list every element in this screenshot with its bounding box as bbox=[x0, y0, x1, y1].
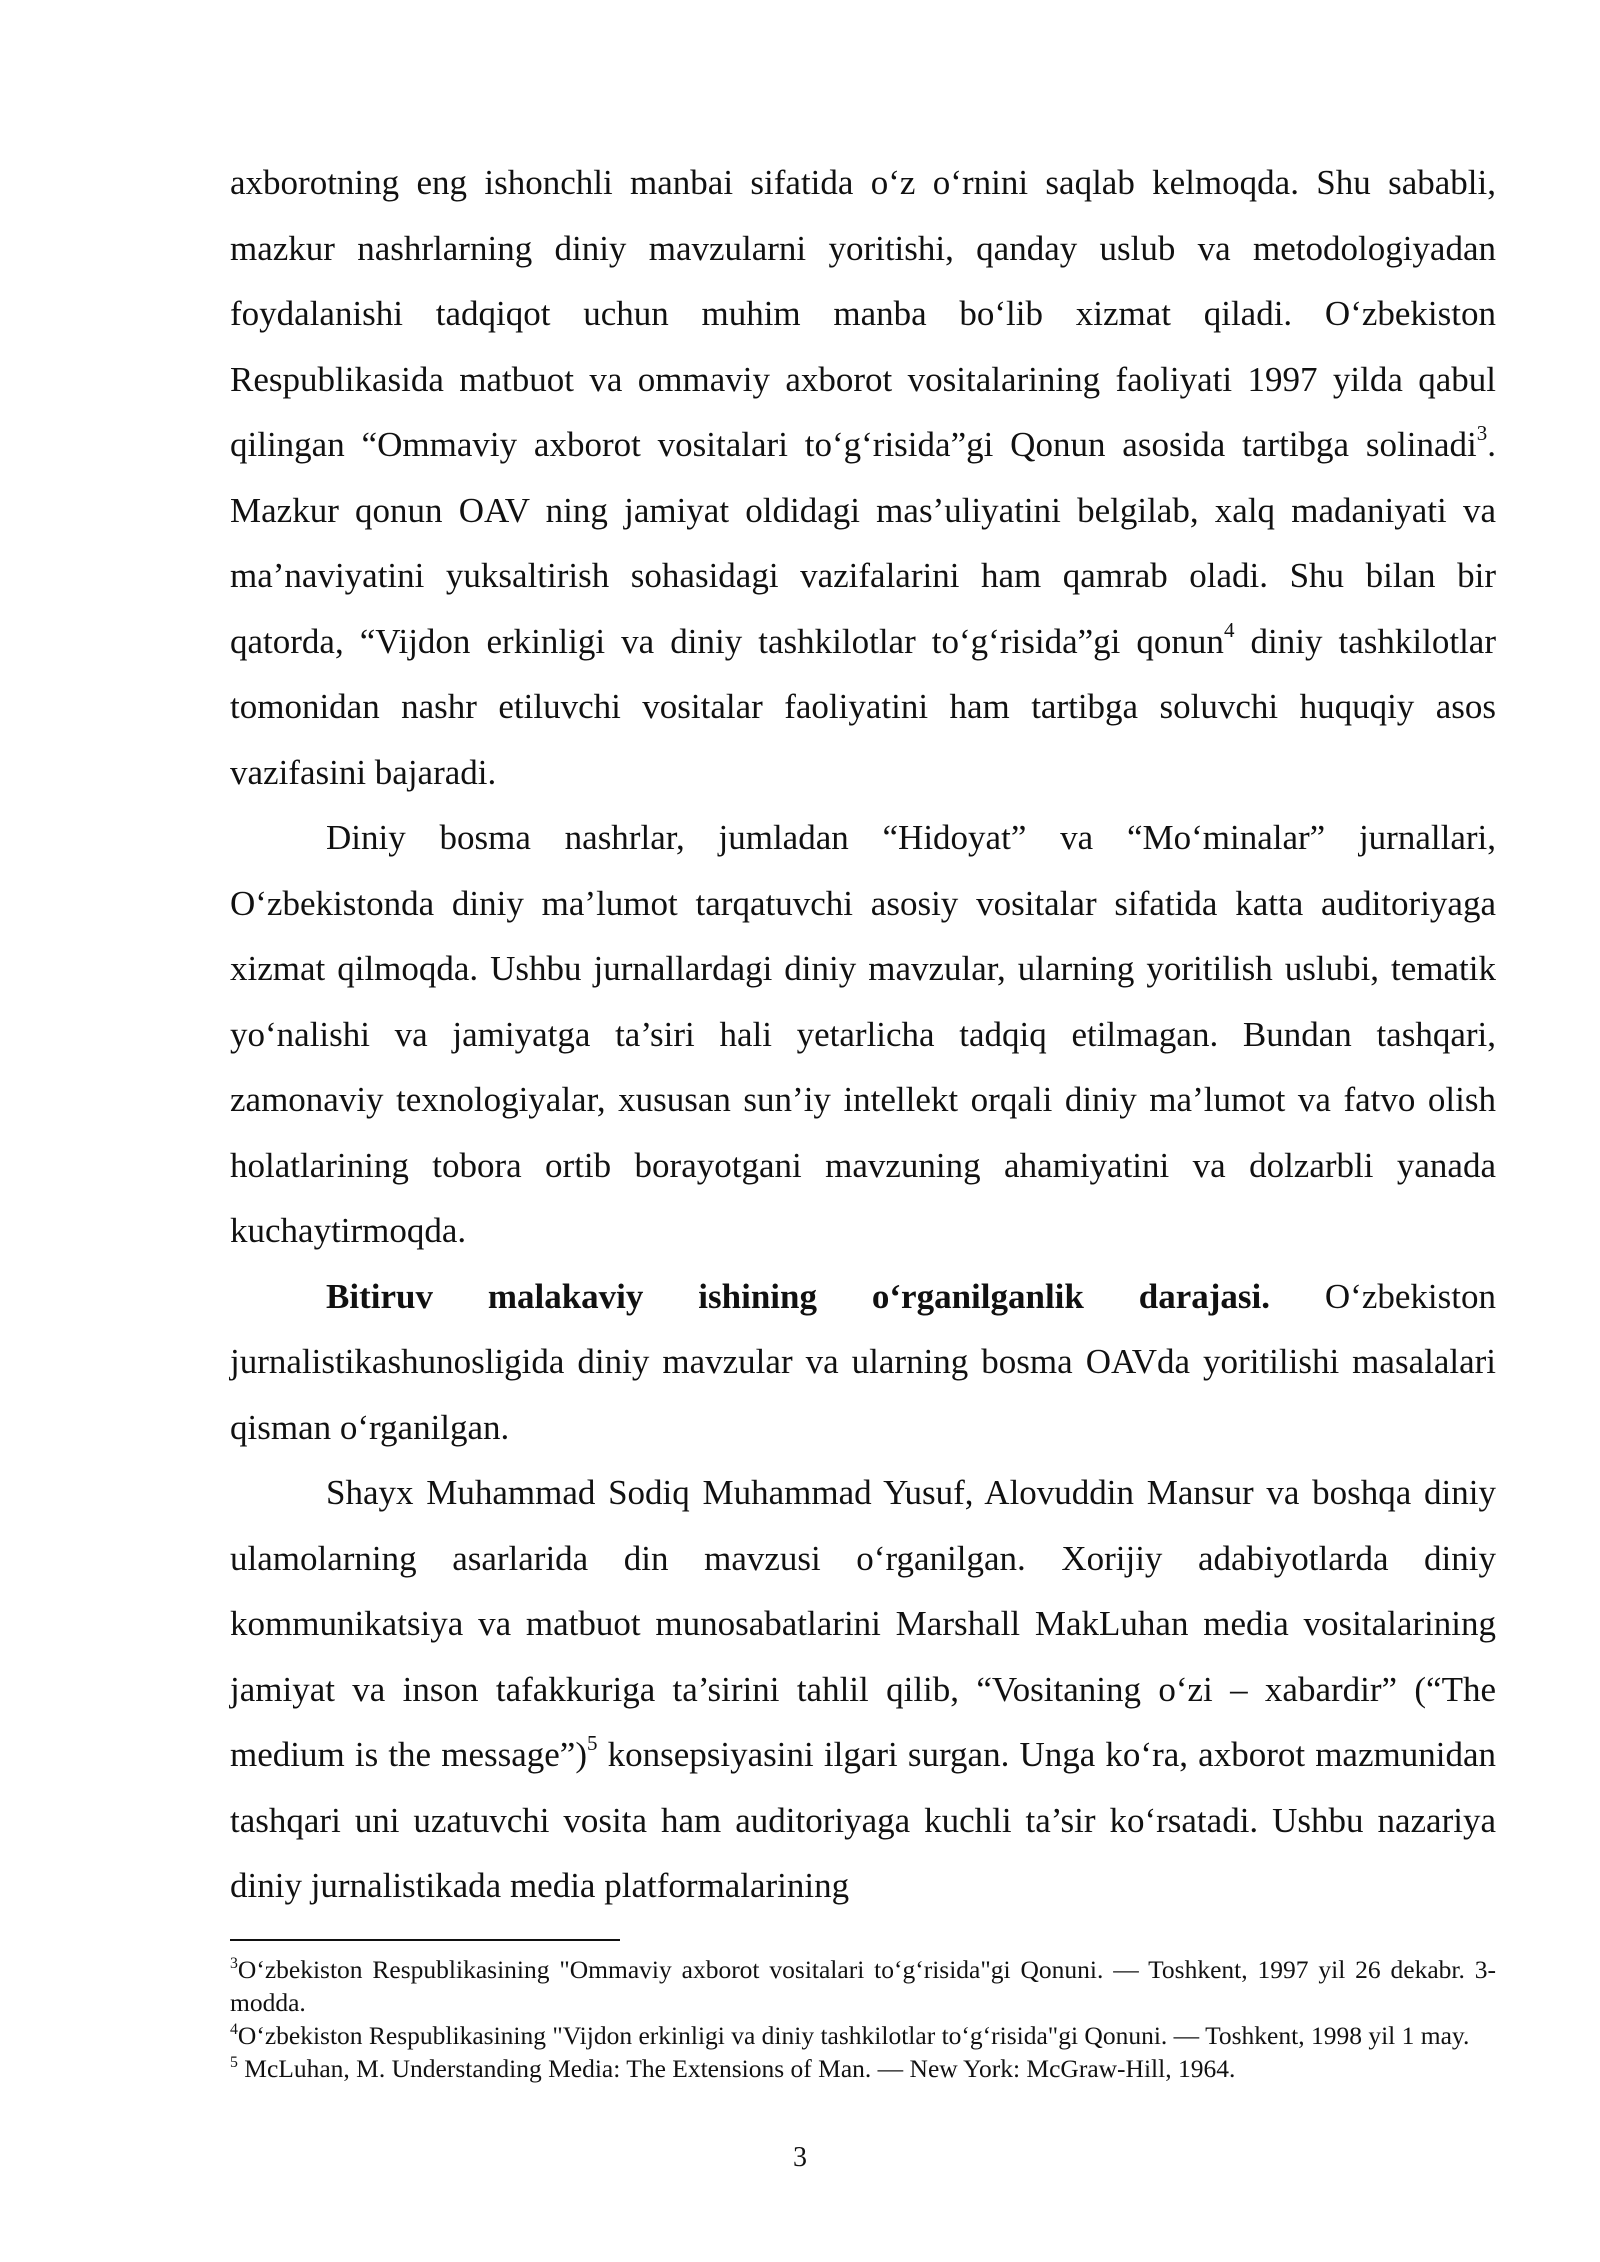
paragraph-4-text-a: Shayx Muhammad Sodiq Muhammad Yusuf, Alovuddin Mansur va boshqa diniy ulamolarning asarlarida din mavzusi o‘rganilgan. Xorijiy adabiyotlarda diniy kommunikatsiya va matbuot munosabatlarini Marshall MakLuhan media vositalarining jamiyat va inson tafakkuriga ta’sirini tahlil qilib, “Vositaning o‘zi – xabardir” (“The medium is the message”) bbox=[230, 1473, 1496, 1774]
body-paragraph-1 bbox=[230, 150, 1496, 805]
body-paragraph-4 bbox=[230, 1460, 1496, 1919]
footnote-3 bbox=[230, 1953, 1496, 2019]
body-paragraph-2: Diniy bosma nashrlar, jumladan “Hidoyat” va “Mo‘minalar” jurnallari, O‘zbekistonda diniy ma’lumot tarqatuvchi asosiy vositalar sifatida katta auditoriyaga xizmat qilmoqda. Ushbu jurnallardagi diniy mavzular, ularning yoritilish uslubi, tematik yo‘nalishi va jamiyatga ta’siri hali yetarlicha tadqiq etilmagan. Bundan tashqari, zamonaviy texnologiyalar, xususan sun’iy intellekt orqali diniy ma’lumot va fatvo olish holatlarining tobora ortib borayotgani mavzuning ahamiyatini va dolzarbli yanada kuchaytirmoqda. bbox=[230, 818, 1496, 1250]
footnote-mark: 4 bbox=[230, 2020, 238, 2038]
paragraph-1-text-a: axborotning eng ishonchli manbai sifatida o‘z o‘rnini saqlab kelmoqda. Shu sababli, mazkur nashrlarning diniy mavzularni yoritishi, qanday uslub va metodologiyadan foydalanishi tadqiqot uchun muhim manba bo‘lib xizmat qiladi. O‘zbekiston Respublikasida matbuot va ommaviy axborot vositalarining faoliyati 1997 yilda qabul qilingan “Ommaviy axborot vositalari to‘g‘risida”gi Qonun asosida tartibga solinadi bbox=[230, 163, 1496, 464]
footnote-5 bbox=[230, 2052, 1496, 2085]
paragraph-4-text-b: konsepsiyasini ilgari surgan. Unga ko‘ra, axborot mazmunidan tashqari uni uzatuvchi vosita ham auditoriyaga kuchli ta’sir ko‘rsatadi. Ushbu nazariya diniy jurnalistikada media platformalarining bbox=[230, 1735, 1496, 1905]
footnote-mark: 3 bbox=[230, 1954, 238, 1972]
document-page bbox=[230, 150, 1496, 1919]
footnote-mark: 5 bbox=[230, 2053, 238, 2071]
footnote-text: O‘zbekiston Respublikasining "Ommaviy axborot vositalari to‘g‘risida"gi Qonuni. — Toshkent, 1997 yil 26 dekabr. 3-modda. bbox=[230, 1955, 1496, 2017]
footnote-4 bbox=[230, 2019, 1496, 2052]
footnote-ref-5[interactable]: 5 bbox=[587, 1731, 598, 1756]
footnote-text: McLuhan, M. Understanding Media: The Extensions of Man. — New York: McGraw-Hill, 1964. bbox=[237, 2054, 1236, 2083]
footnote-separator bbox=[230, 1939, 620, 1941]
section-heading: Bitiruv malakaviy ishining o‘rganilganlik darajasi. bbox=[326, 1276, 1271, 1316]
paragraph-1-text-c: diniy tashkilotlar tomonidan nashr etiluvchi vositalar faoliyatini ham tartibga soluvchi huquqiy asos vazifasini bajaradi. bbox=[230, 621, 1496, 792]
page-number: 3 bbox=[793, 2142, 807, 2173]
footnote-text: O‘zbekiston Respublikasining "Vijdon erkinligi va diniy tashkilotlar to‘g‘risida"gi Qonuni. — Toshkent, 1998 yil 1 may. bbox=[237, 2021, 1470, 2050]
body-paragraph-3 bbox=[230, 1264, 1496, 1461]
footnotes bbox=[230, 1953, 1496, 2085]
paragraph-3-text: O‘zbekiston jurnalistikashunosligida diniy mavzular va ularning bosma OAVda yoritilishi masalalari qisman o‘rganilgan. bbox=[230, 1276, 1496, 1447]
footnote-ref-4[interactable]: 4 bbox=[1223, 617, 1235, 642]
footnote-ref-3[interactable]: 3 bbox=[1476, 421, 1488, 446]
paragraph-1-text-b: . Mazkur qonun OAV ning jamiyat oldidagi mas’uliyatini belgilab, xalq madaniyati va ma’naviyatini yuksaltirish sohasidagi vazifalarini ham qamrab oladi. Shu bilan bir qatorda, “Vijdon erkinligi va diniy tashkilotlar to‘g‘risida”gi qonun bbox=[230, 425, 1496, 661]
